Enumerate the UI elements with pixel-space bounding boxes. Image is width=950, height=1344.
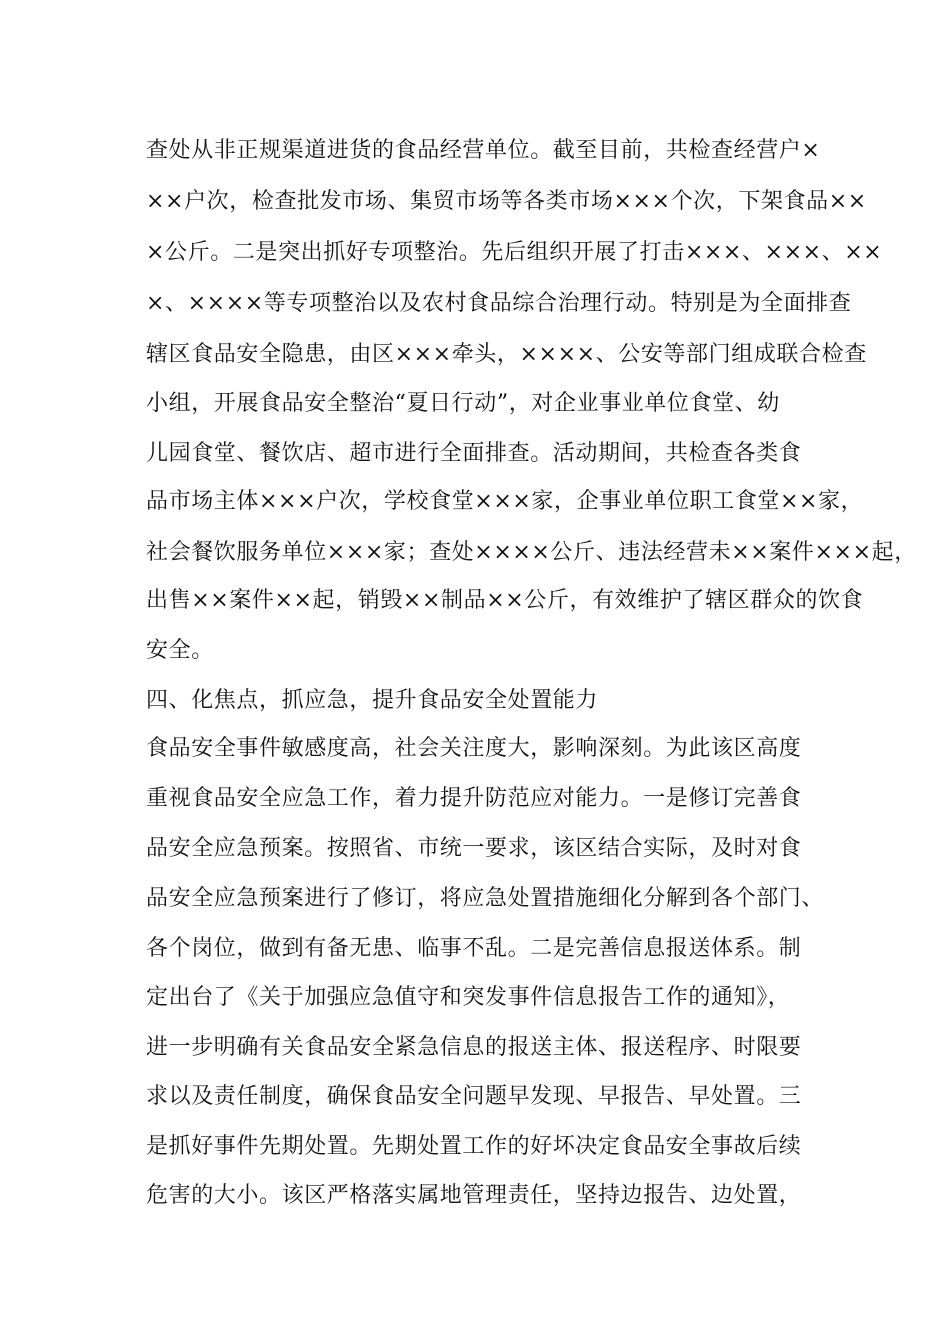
text-line: 品市场主体×××户次，学校食堂×××家，企事业单位职工食堂××家，: [146, 489, 864, 514]
text-line: 出售××案件××起，销毁××制品××公斤，有效维护了辖区群众的饮食: [146, 588, 864, 613]
text-line: 辖区食品安全隐患，由区×××牵头，××××、公安等部门组成联合检查: [146, 342, 867, 367]
text-line: 危害的大小。该区严格落实属地管理责任，坚持边报告、边处置，: [146, 1183, 802, 1208]
text-line: 儿园食堂、餐饮店、超市进行全面排查。活动期间，共检查各类食: [146, 441, 802, 466]
text-line: 安全。: [146, 638, 214, 663]
text-line: 各个岗位，做到有备无患、临事不乱。二是完善信息报送体系。制: [146, 936, 802, 961]
text-line: ×、××××等专项整治以及农村食品综合治理行动。特别是为全面排查: [146, 291, 852, 316]
section-heading: 四、化焦点，抓应急，提升食品安全处置能力: [146, 688, 599, 713]
text-line: 食品安全事件敏感度高，社会关注度大，影响深刻。为此该区高度: [146, 736, 802, 761]
text-line: 品安全应急预案。按照省、市统一要求，该区结合实际，及时对食: [146, 836, 802, 861]
text-line: 查处从非正规渠道进货的食品经营单位。截至目前，共检查经营户×: [146, 138, 821, 163]
text-line: ××户次，检查批发市场、集贸市场等各类市场×××个次，下架食品××: [146, 189, 867, 214]
text-line: 求以及责任制度，确保食品安全问题早发现、早报告、早处置。三: [146, 1084, 802, 1109]
text-line: ×公斤。二是突出抓好专项整治。先后组织开展了打击×××、×××、××: [146, 240, 883, 265]
text-line: 小组，开展食品安全整治“夏日行动”，对企业事业单位食堂、幼: [146, 391, 780, 416]
text-line: 社会餐饮服务单位×××家；查处××××公斤、违法经营未××案件×××起，: [146, 540, 917, 565]
text-line: 定出台了《关于加强应急值守和突发事件信息报告工作的通知》，: [146, 985, 791, 1010]
text-line: 是抓好事件先期处置。先期处置工作的好坏决定食品安全事故后续: [146, 1134, 802, 1159]
text-line: 品安全应急预案进行了修订，将应急处置措施细化分解到各个部门、: [146, 886, 825, 911]
text-line: 重视食品安全应急工作，着力提升防范应对能力。一是修订完善食: [146, 786, 802, 811]
text-line: 进一步明确有关食品安全紧急信息的报送主体、报送程序、时限要: [146, 1035, 802, 1060]
